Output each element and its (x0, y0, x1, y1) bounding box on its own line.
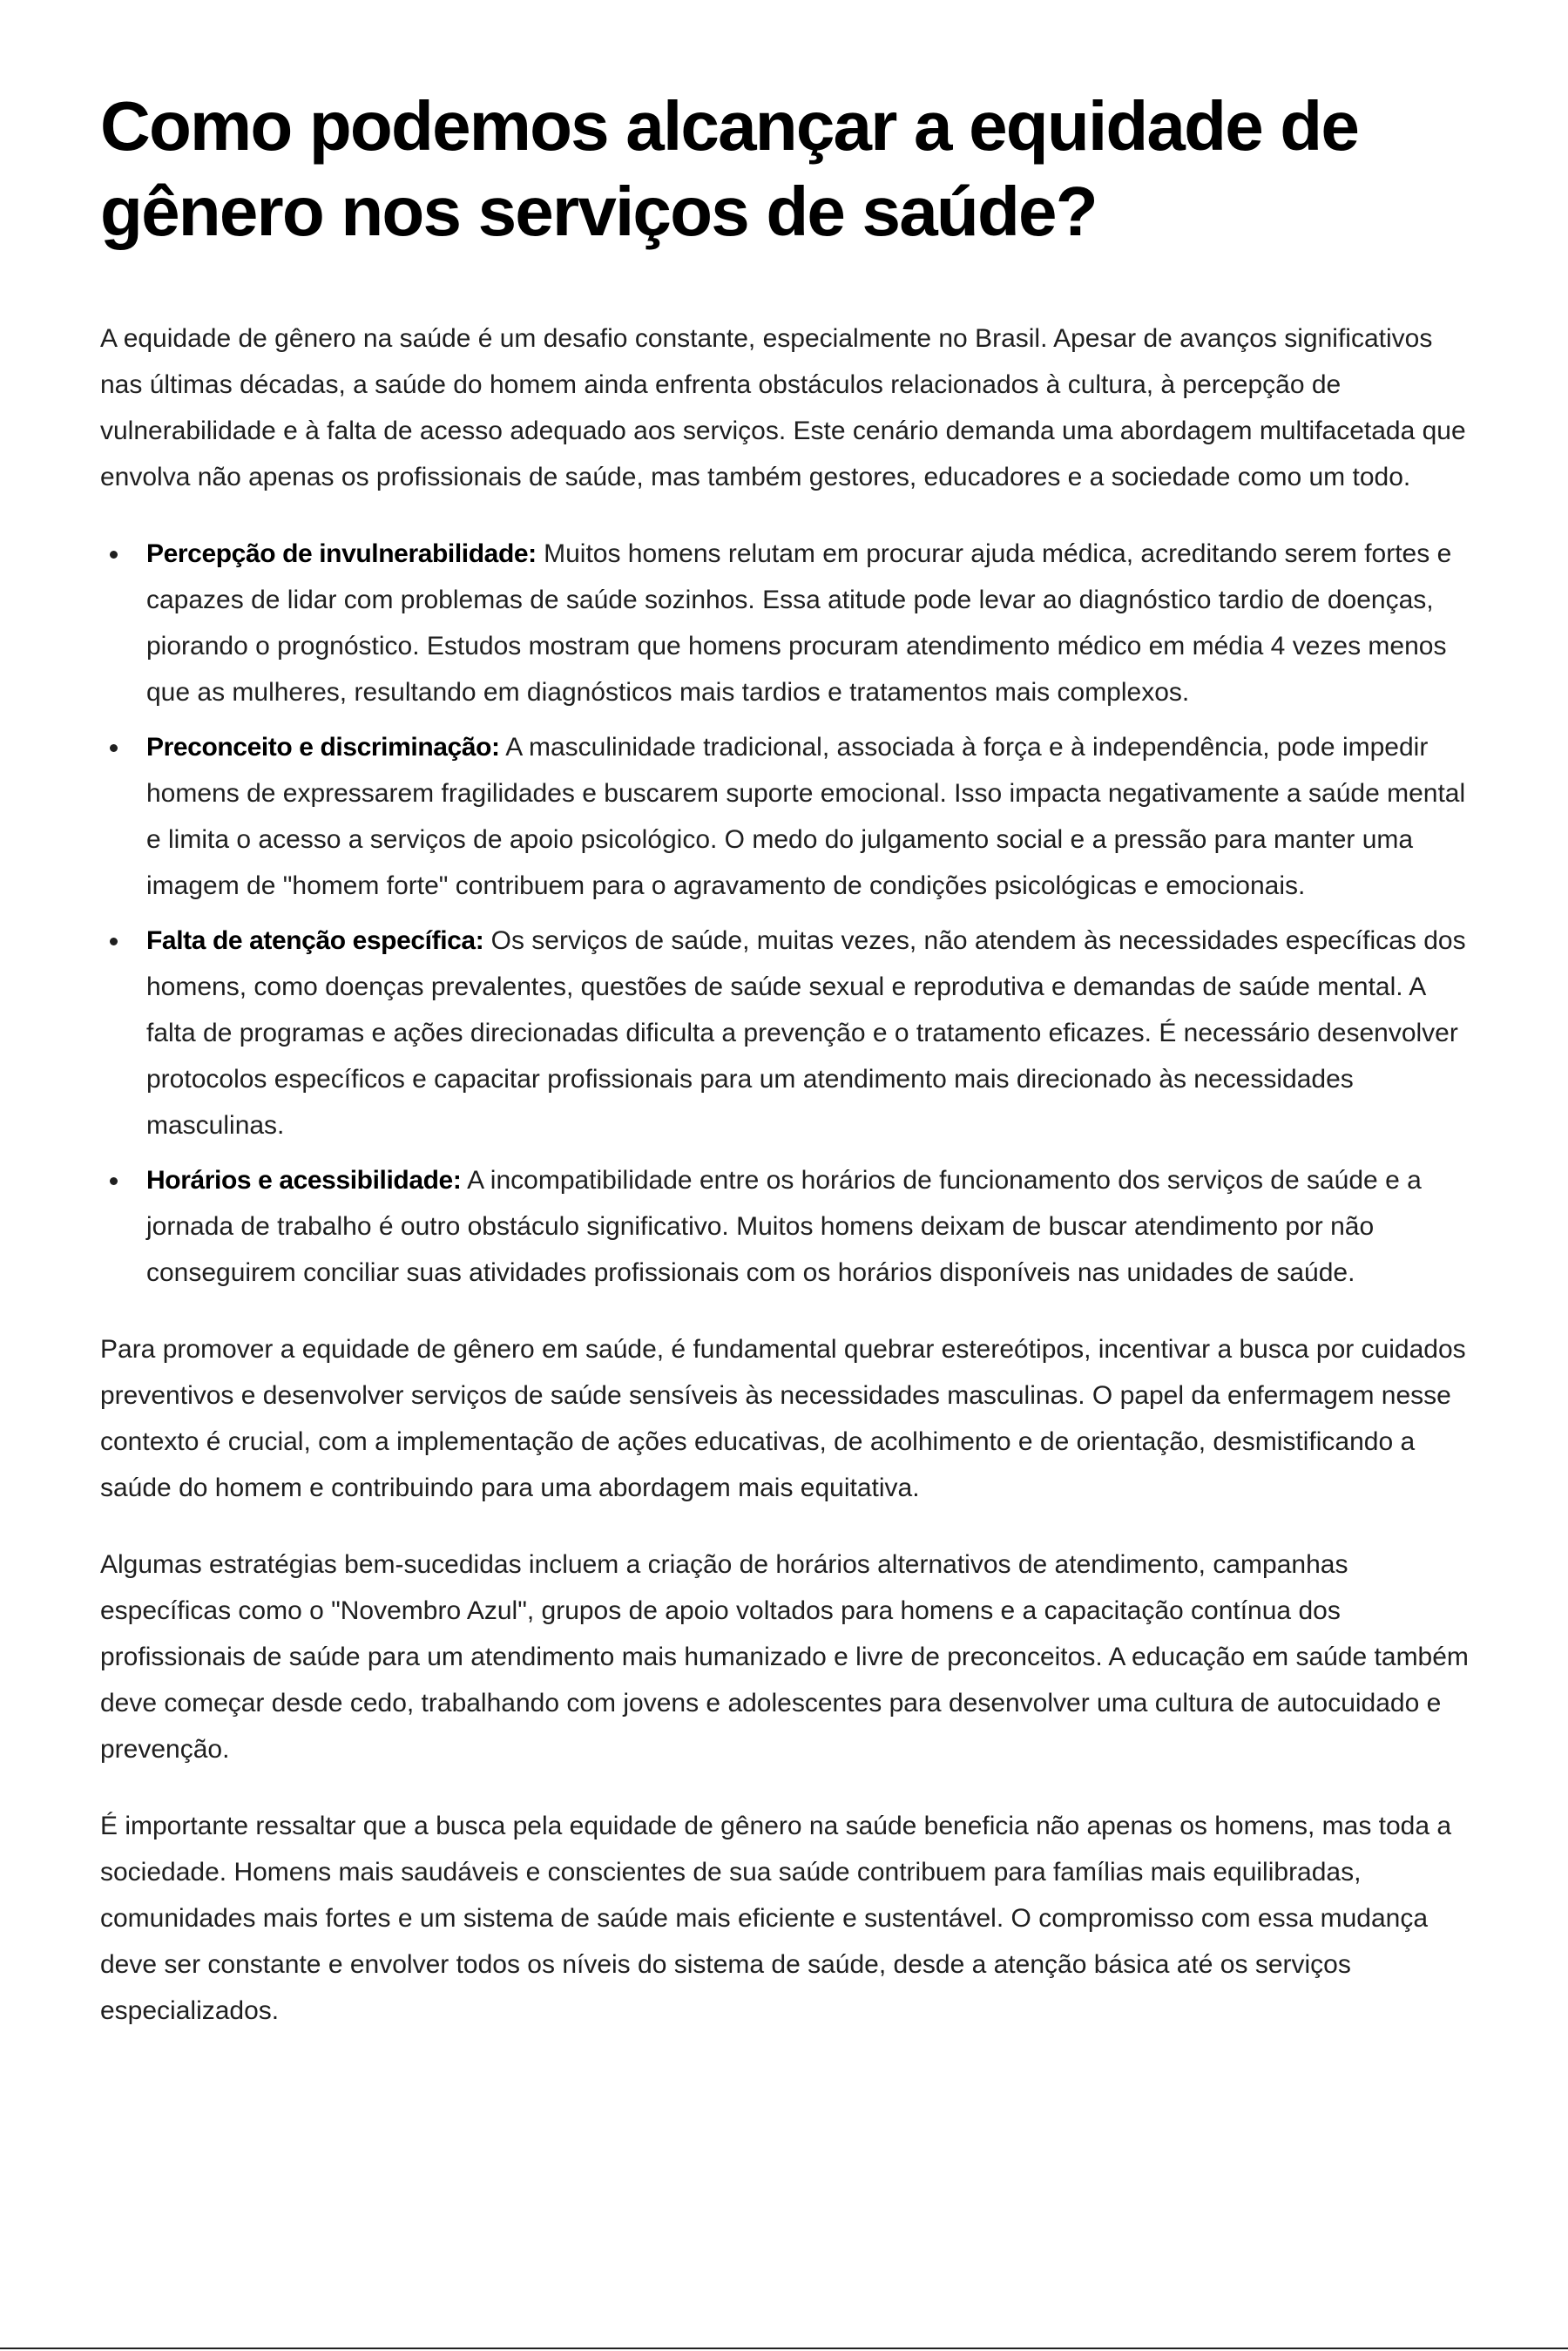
bullet-icon (110, 744, 118, 752)
article (100, 84, 1472, 2034)
list-item-label: Horários e acessibilidade: (146, 1166, 462, 1195)
list-item-text: A masculinidade tradicional, associada à força e à independência, pode impedir homens de expressarem fragilidades e buscarem suporte emocional. Isso impacta negativamente a saúde mental e limita o acesso a serviços de apoio psicológico. O medo do julgamento social e a pressão para manter uma imagem de "homem forte" contribuem para o agravamento de condições psicológicas e emocionais. (146, 733, 1466, 900)
list-item (100, 1157, 1472, 1296)
list-item (100, 918, 1472, 1148)
list-item-text: A incompatibilidade entre os horários de funcionamento dos serviços de saúde e a jornada de trabalho é outro obstáculo significativo. Muitos homens deixam de buscar atendimento por não conseguirem conciliar suas atividades profissionais com os horários disponíveis nas unidades de saúde. (146, 1166, 1422, 1287)
list-item-text: Muitos homens relutam em procurar ajuda médica, acreditando serem fortes e capazes de lidar com problemas de saúde sozinhos. Essa atitude pode levar ao diagnóstico tardio de doenças, piorando o prognóstico. Estudos mostram que homens procuram atendimento médico em média 4 vezes menos que as mulheres, resultando em diagnósticos mais tardios e tratamentos mais complexos. (146, 539, 1452, 707)
bullet-icon (110, 551, 118, 559)
list-item-label: Percepção de invulnerabilidade: (146, 539, 537, 568)
bullet-icon (110, 938, 118, 945)
body-paragraph: Para promover a equidade de gênero em saúde, é fundamental quebrar estereótipos, incentivar a busca por cuidados preventivos e desenvolver serviços de saúde sensíveis às necessidades masculinas. O papel da enfermagem nesse contexto é crucial, com a implementação de ações educativas, de acolhimento e de orientação, desmistificando a saúde do homem e contribuindo para uma abordagem mais equitativa. (100, 1335, 1466, 1502)
challenges-list (100, 531, 1472, 1296)
list-item-label: Preconceito e discriminação: (146, 733, 500, 762)
list-item (100, 724, 1472, 909)
page-title: Como podemos alcançar a equidade de gênero nos serviços de saúde? (100, 87, 1359, 250)
bottom-divider (0, 2348, 1568, 2349)
bullet-icon (110, 1177, 118, 1185)
body-paragraph: É importante ressaltar que a busca pela equidade de gênero na saúde beneficia não apenas os homens, mas toda a sociedade. Homens mais saudáveis e conscientes de sua saúde contribuem para famílias mais equilibradas, comunidades mais fortes e um sistema de saúde mais eficiente e sustentável. O compromisso com essa mudança deve ser constante e envolver todos os níveis do sistema de saúde, desde a atenção básica até os serviços especializados. (100, 1812, 1452, 2025)
list-item-text: Os serviços de saúde, muitas vezes, não atendem às necessidades específicas dos homens, como doenças prevalentes, questões de saúde sexual e reprodutiva e demandas de saúde mental. A falta de programas e ações direcionadas dificulta a prevenção e o tratamento eficazes. É necessário desenvolver protocolos específicos e capacitar profissionais para um atendimento mais direcionado às necessidades masculinas. (146, 926, 1466, 1140)
list-item-label: Falta de atenção específica: (146, 926, 484, 955)
intro-paragraph: A equidade de gênero na saúde é um desafio constante, especialmente no Brasil. Apesar de avanços significativos nas últimas décadas, a saúde do homem ainda enfrenta obstáculos relacionados à cultura, à percepção de vulnerabilidade e à falta de acesso adequado aos serviços. Este cenário demanda uma abordagem multifacetada que envolva não apenas os profissionais de saúde, mas também gestores, educadores e a sociedade como um todo. (100, 324, 1466, 491)
list-item (100, 531, 1472, 715)
body-paragraph: Algumas estratégias bem-sucedidas incluem a criação de horários alternativos de atendimento, campanhas específicas como o "Novembro Azul", grupos de apoio voltados para homens e a capacitação contínua dos profissionais de saúde para um atendimento mais humanizado e livre de preconceitos. A educação em saúde também deve começar desde cedo, trabalhando com jovens e adolescentes para desenvolver uma cultura de autocuidado e prevenção. (100, 1550, 1469, 1764)
